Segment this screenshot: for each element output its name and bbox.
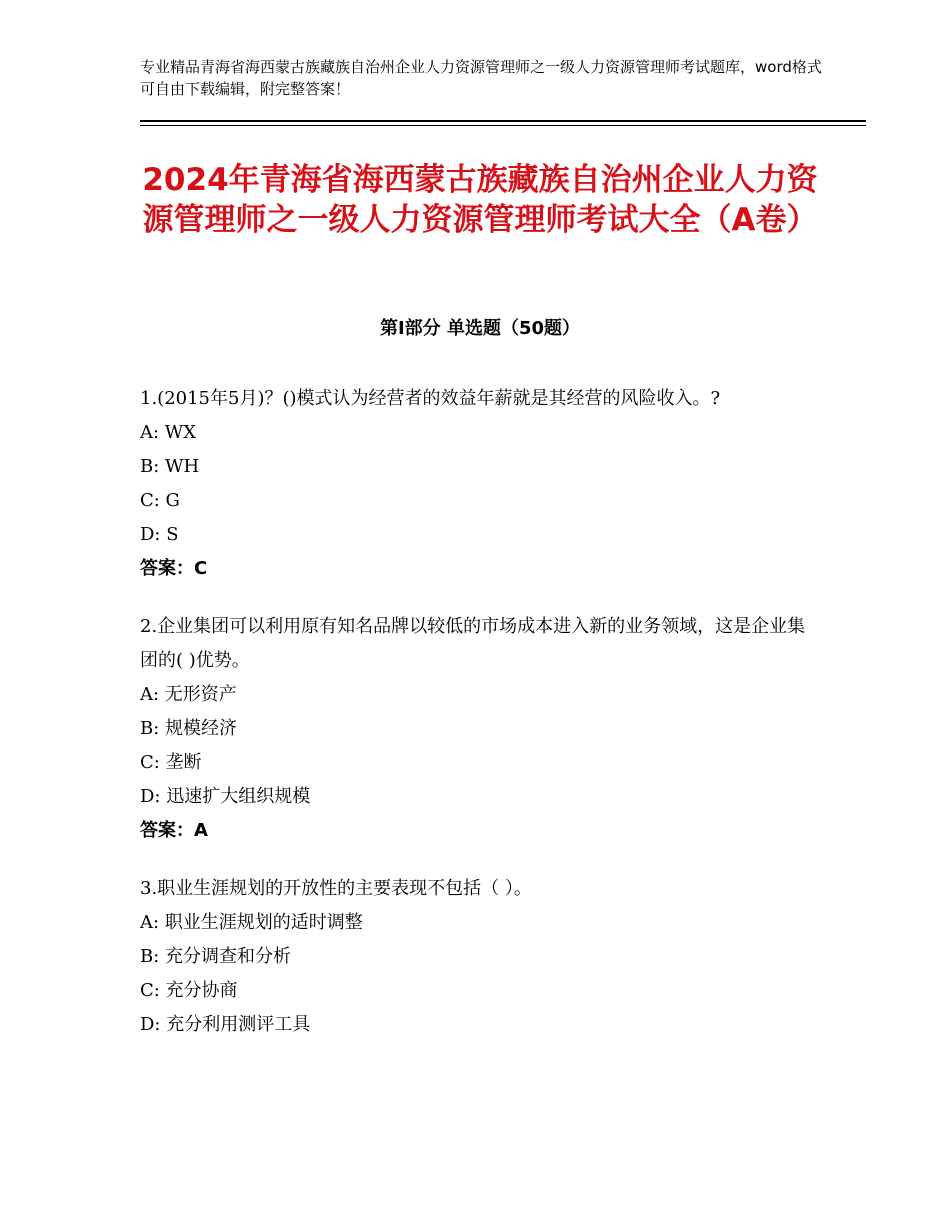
option-c: C: 充分协商 [140, 980, 238, 1001]
header-divider-thin [140, 125, 866, 126]
option-c: C: 垄断 [140, 752, 202, 773]
answer: 答案：A [140, 820, 208, 841]
option-a: A: 无形资产 [140, 684, 237, 705]
question-2 [140, 610, 820, 848]
option-b: B: WH [140, 456, 200, 477]
question-1 [140, 382, 820, 586]
option-a: A: 职业生涯规划的适时调整 [140, 912, 363, 933]
question-list [140, 382, 820, 1066]
answer: 答案：C [140, 558, 208, 579]
document-title: 2024年青海省海西蒙古族藏族自治州企业人力资源管理师之一级人力资源管理师考试大全（A卷） [142, 162, 818, 238]
question-stem: 2.企业集团可以利用原有知名品牌以较低的市场成本进入新的业务领域，这是企业集团的( )优势。 [140, 616, 806, 671]
option-d: D: 充分利用测评工具 [140, 1014, 311, 1035]
option-a: A: WX [140, 422, 197, 443]
option-b: B: 充分调查和分析 [140, 946, 292, 967]
section-title: 第Ⅰ部分 单选题（50题） [379, 318, 580, 339]
question-stem: 1.(2015年5月)？()模式认为经营者的效益年薪就是其经营的风险收入。? [140, 388, 721, 409]
header-divider-thick [140, 120, 866, 122]
question-3 [140, 872, 820, 1042]
option-d: D: 迅速扩大组织规模 [140, 786, 311, 807]
header-note: 专业精品青海省海西蒙古族藏族自治州企业人力资源管理师之一级人力资源管理师考试题库，word格式可自由下载编辑，附完整答案！ [140, 58, 822, 98]
option-d: D: S [140, 524, 179, 545]
option-b: B: 规模经济 [140, 718, 238, 739]
question-stem: 3.职业生涯规划的开放性的主要表现不包括（ ）。 [140, 878, 532, 899]
option-c: C: G [140, 490, 180, 511]
